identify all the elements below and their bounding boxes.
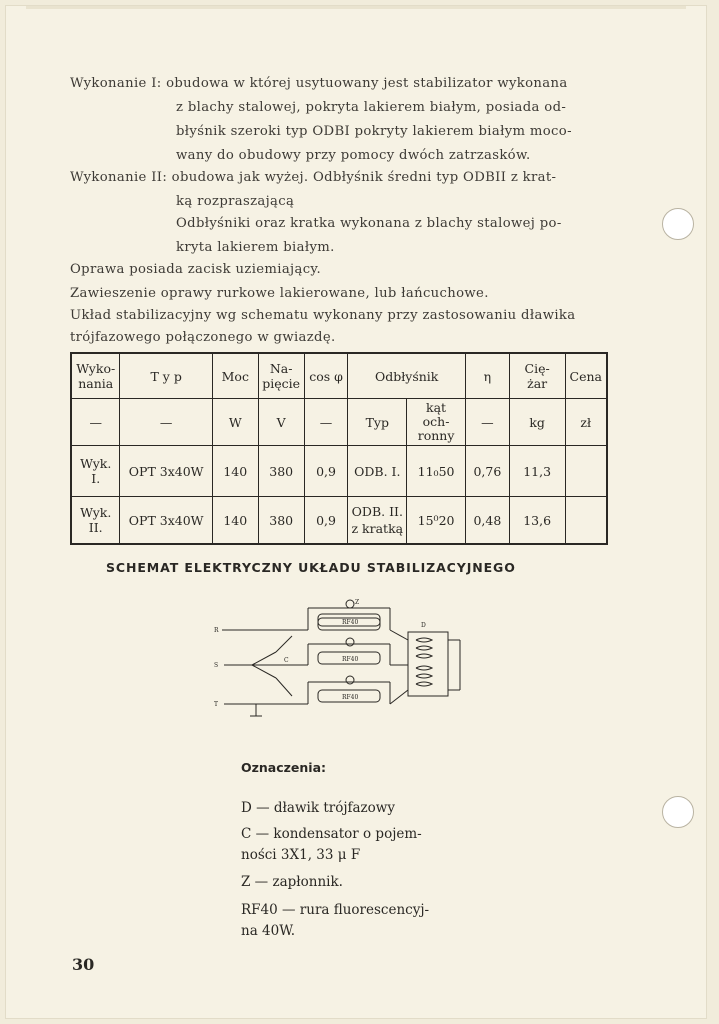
data-cell: OPT 3x40W (120, 497, 212, 545)
header-cell: Na- pięcie (258, 353, 304, 399)
unit-cell (348, 399, 466, 446)
text-line: Wykonanie II: obudowa jak wyżej. Odbłyśnik średni typ ODBII z krat- (70, 170, 557, 185)
label-d: D (421, 622, 426, 629)
text-line: Wykonanie I: obudowa w której usytuowany jest stabilizator wykonana (70, 76, 568, 91)
data-cell: 11,3 (509, 446, 565, 497)
unit-cell: — (304, 399, 348, 446)
table-header-row (71, 353, 607, 399)
label-c: C (284, 657, 289, 664)
text-line: Oprawa posiada zacisk uziemiający. (70, 262, 322, 277)
data-cell: 0,76 (465, 446, 509, 497)
data-cell: Wyk. II. (71, 497, 120, 545)
unit-cell: zł (565, 399, 607, 446)
starter-2 (346, 638, 354, 646)
unit-cell: W (212, 399, 258, 446)
label-rf-2: RF40 (342, 656, 359, 663)
data-cell: ODB. II. z kratką 15⁰20 (348, 497, 466, 545)
legend-item: C — kondensator o pojem- (241, 826, 422, 842)
page-number: 30 (72, 955, 95, 974)
starter-3 (346, 676, 354, 684)
header-cell: Cena (565, 353, 607, 399)
label-r: R (214, 627, 219, 634)
legend-item: RF40 — rura fluorescencyj- (241, 902, 430, 918)
unit-cell: — (465, 399, 509, 446)
label-z: Z (355, 599, 360, 606)
data-cell: 140 (212, 446, 258, 497)
unit-odb-typ: Typ (365, 414, 389, 430)
starter-1 (346, 600, 354, 608)
data-cell: OPT 3x40W (120, 446, 212, 497)
spec-table (70, 352, 608, 545)
table-units-row (71, 399, 607, 446)
data-cell: 13,6 (509, 497, 565, 545)
data-cell: 0,9 (304, 446, 348, 497)
data-cell (565, 446, 607, 497)
unit-cell: — (71, 399, 120, 446)
data-cell (565, 497, 607, 545)
table-row (71, 446, 607, 497)
text-line: Zawieszenie oprawy rurkowe lakierowane, lub łańcuchowe. (70, 286, 489, 301)
unit-cell: — (120, 399, 212, 446)
legend-item: na 40W. (241, 923, 296, 939)
unit-cell: V (258, 399, 304, 446)
text-line: wany do obudowy przy pomocy dwóch zatrzasków. (176, 148, 531, 163)
unit-kat: kąt och- ronny (406, 399, 465, 445)
header-cell: η (465, 353, 509, 399)
data-cell: Wyk. I. (71, 446, 120, 497)
punch-hole-bottom (662, 796, 694, 828)
header-cell: Wyko- nania (71, 353, 120, 399)
header-cell: T y p (120, 353, 212, 399)
data-cell: 380 (258, 446, 304, 497)
data-cell: 140 (212, 497, 258, 545)
legend-title: Oznaczenia: (241, 760, 327, 775)
text-line: z blachy stalowej, pokryta lakierem białym, posiada od- (176, 100, 567, 115)
header-cell: Moc (212, 353, 258, 399)
legend-item: ności 3X1, 33 μ F (241, 847, 361, 863)
text-line: Układ stabilizacyjny wg schematu wykonany przy zastosowaniu dławika (70, 308, 576, 323)
legend-item: D — dławik trójfazowy (241, 800, 395, 816)
data-cell: 0,48 (465, 497, 509, 545)
unit-cell: kg (509, 399, 565, 446)
data-cell: ODB. I. 11₀50 (348, 446, 466, 497)
text-line: kryta lakierem białym. (176, 240, 335, 255)
data-cell: 0,9 (304, 497, 348, 545)
schematic-title: SCHEMAT ELEKTRYCZNY UKŁADU STABILIZACYJNEGO (106, 560, 516, 575)
page-edge-line (26, 6, 686, 9)
data-cell: 380 (258, 497, 304, 545)
table-row (71, 497, 607, 545)
header-cell: Cię- żar (509, 353, 565, 399)
text-line: ką rozpraszającą (176, 194, 295, 209)
header-cell: cos φ (304, 353, 348, 399)
text-line: Odbłyśniki oraz kratka wykonana z blachy stalowej po- (176, 216, 562, 231)
header-cell: Odbłyśnik (348, 353, 466, 399)
schematic-diagram (212, 592, 474, 726)
text-line: błyśnik szeroki typ ODBI pokryty lakierem białym moco- (176, 124, 572, 139)
text-line: trójfazowego połączonego w gwiazdę. (70, 330, 336, 345)
punch-hole-top (662, 208, 694, 240)
label-s: S (214, 662, 219, 669)
label-rf-3: RF40 (342, 694, 359, 701)
legend-item: Z — zapłonnik. (241, 874, 343, 890)
label-rf-1: RF40 (342, 619, 359, 626)
label-t: T (214, 701, 219, 708)
